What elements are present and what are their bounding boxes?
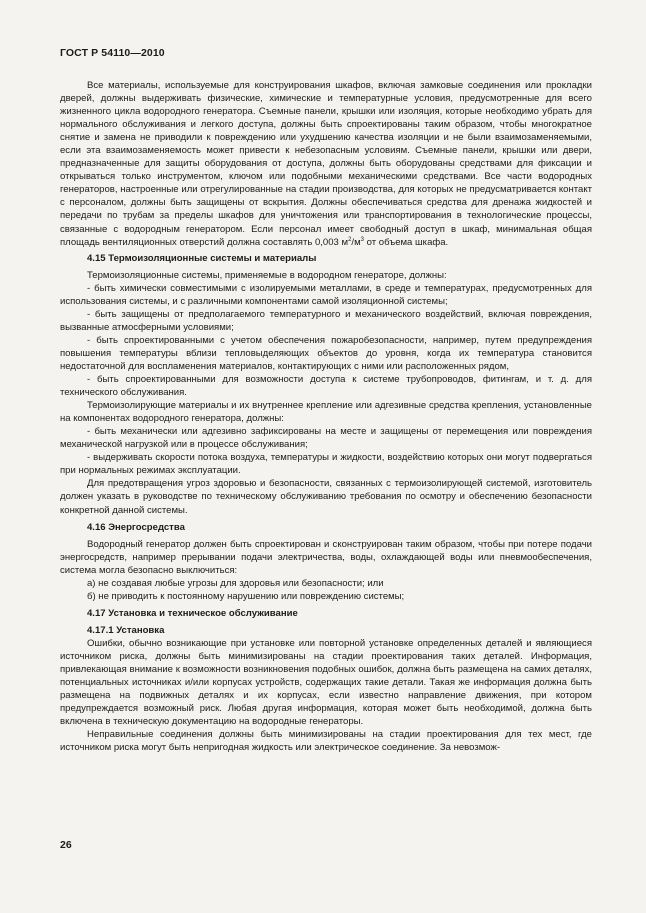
paragraph: Термоизоляционные системы, применяемые в водородном генераторе, должны: — [87, 269, 447, 281]
paragraph-tail: от объема шкафа. — [363, 236, 449, 248]
subsection-heading-4-17-1: 4.17.1 Установка — [87, 624, 165, 636]
superscript-2: 2 — [348, 236, 352, 243]
section-heading-4-17: 4.17 Установка и техническое обслуживание — [87, 607, 298, 619]
list-item: - быть спроектированными для возможности доступа к системе трубопроводов, фитингам, и т. д. для технического обслуживания. — [60, 374, 592, 399]
paragraph: Термоизолирующие материалы и их внутреннее крепление или адгезивные средства крепления, установленные на компонентах водородного генератора, должны: — [60, 400, 592, 425]
list-item: - быть механически или адгезивно зафиксированы на месте и защищены от перемещения или повреждения механической нагрузкой или в процессе обслуживания; — [60, 426, 592, 451]
list-item: - выдерживать скорости потока воздуха, температуры и жидкости, воздействию которых они могут подвергаться при нормальных режимах эксплуатации. — [60, 452, 592, 477]
paragraph: Неправильные соединения должны быть минимизированы на стадии проектирования для тех мест, где источником риска могут быть непригодная жидкость или электрическое соединение. За невозмож- — [60, 729, 592, 754]
unit-text: /м — [351, 236, 361, 248]
paragraph: Водородный генератор должен быть спроектирован и сконструирован таким образом, чтобы при потере подачи энергосредств, например прерывании подачи электричества, воды, охлаждающей воды или пневмообеспечения, система могла безопасно выключиться: — [60, 538, 592, 576]
page-number: 26 — [60, 839, 72, 851]
section-heading-4-15: 4.15 Термоизоляционные системы и материалы — [87, 252, 317, 264]
standard-header: ГОСТ Р 54110—2010 — [60, 47, 165, 59]
list-item: а) не создавая любые угрозы для здоровья или безопасности; или — [87, 577, 384, 589]
superscript-3: 3 — [360, 236, 364, 243]
document-body — [60, 79, 592, 754]
section-heading-4-16: 4.16 Энергосредства — [87, 521, 185, 533]
paragraph-cabinet-materials — [60, 79, 592, 249]
paragraph: Ошибки, обычно возникающие при установке или повторной установке определенных деталей и являющиеся источником риска, должны быть минимизированы на стадии проектирования таких деталей. Информация, привлекающая внимание к возможности возникновения подобных ошибок, должна быть размещена на самих деталях, потенциальных источниках и/или корпусах устройств, содержащих такие детали. Такая же информация должна быть размещена на подвижных деталях и их корпусах, если известно направление движения, при котором предупреждается возможный риск. Любая другая информация, которая может быть необходимой, должна быть включена в техническую документацию на водородные генераторы. — [60, 637, 592, 728]
paragraph: Для предотвращения угроз здоровью и безопасности, связанных с термоизолирующей системой, изготовитель должен указать в руководстве по техническому обслуживанию требования по осмотру и обеспечению безопасности конкретной данной системы. — [60, 478, 592, 516]
list-item: б) не приводить к постоянному нарушению или повреждению системы; — [87, 590, 405, 602]
list-item: - быть спроектированными с учетом обеспечения пожаробезопасности, например, путем предупреждения повышения температуры вблизи тепловыделяющих объектов до уровня, когда их температура становится недостаточной для воспламенения материалов, контактирующих с ними или расположенных рядом, — [60, 334, 592, 372]
paragraph-text: Все материалы, используемые для конструирования шкафов, включая замковые соединения или прокладки дверей, должны выдерживать физические, химические и температурные условия, предусмотренные для всего жизненного цикла водородного генератора. Съемные панели, крышки или изоляция, которые необходимо убрать для нормального обслуживания и легкого доступа, должны быть спроектированы таким образом, чтобы многократное снятие и замена не приводили к повреждению или ухудшению качества изоляции и не были взаимозаменяемыми, если эта взаимозаменяемость может привести к небезопасным условиям. Съемные панели, крышки или двери, предназначенные для защиты оборудования от доступа, должны быть оборудованы средствами для фиксации и открываться только инструментом, ключом или подобными механическими средствами. Все части водородных генераторов, настроенные или отрегулированные на стадии производства, для которых не предусматривается контакт с персоналом, должны быть защищены от вскрытия. Должны обеспечиваться средства для дренажа жидкостей и передачи по трубам за пределы шкафов для уничтожения или транспортирования в технологические процессы, связанные с водородным генератором. Если персонал имеет свободный доступ в шкаф, минимальная общая площадь вентиляционных отверстий должна составлять 0,003 м — [60, 80, 592, 248]
list-item: - быть защищены от предполагаемого температурного и механического воздействий, включая повреждения, вызванные атмосферными условиями; — [60, 308, 592, 333]
list-item: - быть химически совместимыми с изолируемыми металлами, в среде и температурах, предусмотренных для использования системы, и с различными компонентами самой изоляционной системы; — [60, 282, 592, 307]
